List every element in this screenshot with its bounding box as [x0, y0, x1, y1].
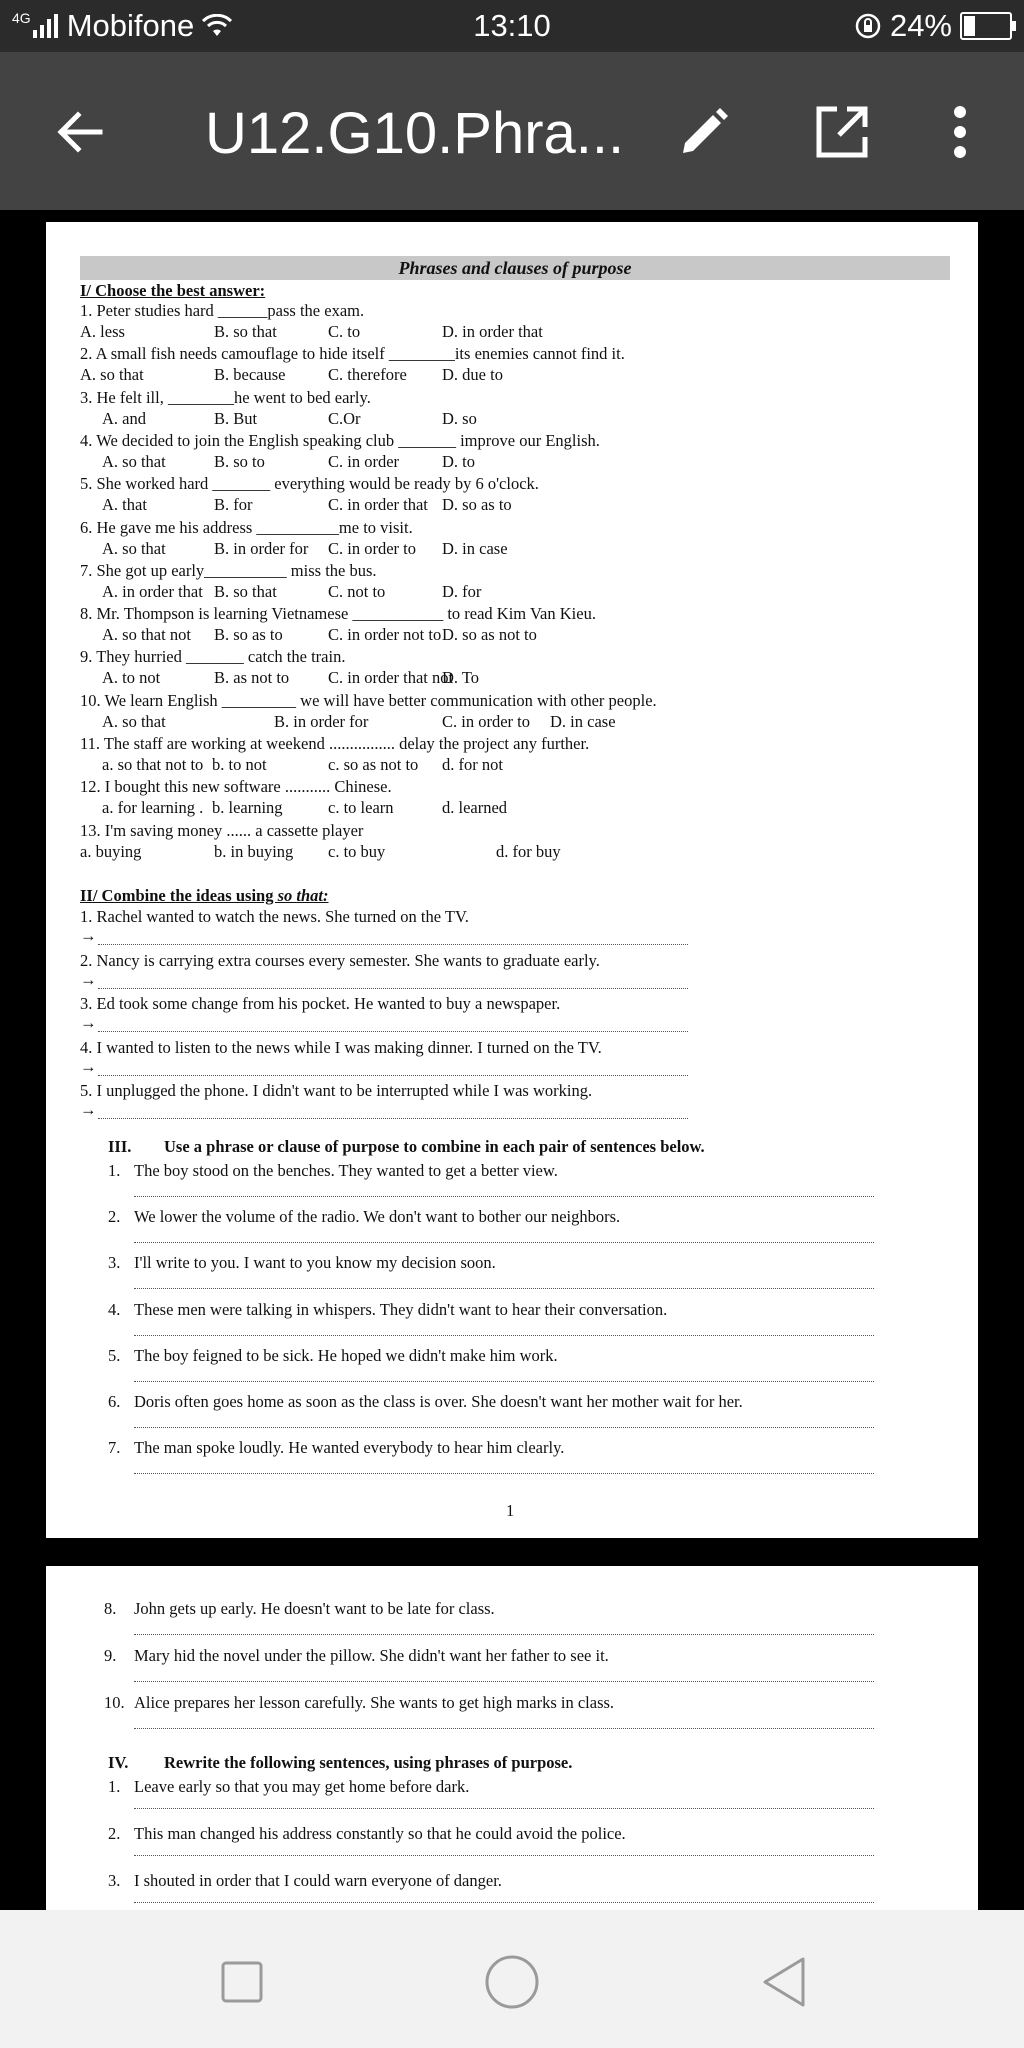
- answer-line[interactable]: [134, 1242, 874, 1243]
- combine-item-text: 2. Nancy is carrying extra courses every semester. She wants to graduate early.: [80, 950, 600, 970]
- answer-option[interactable]: B. so to: [214, 451, 265, 471]
- answer-option[interactable]: D. so as to: [442, 495, 512, 515]
- answer-option[interactable]: A. so that: [102, 538, 166, 558]
- exercise-number: 10.: [104, 1693, 125, 1712]
- recent-apps-square-icon[interactable]: [210, 1950, 274, 2014]
- carrier-name: Mobifone: [66, 8, 195, 43]
- combine-item-text: 3. Ed took some change from his pocket. He wanted to buy a newspaper.: [80, 994, 561, 1013]
- document-page-2: [46, 1566, 978, 1910]
- question-text: 9. They hurried _______ catch the train.: [80, 647, 346, 667]
- home-circle-icon[interactable]: [480, 1950, 544, 2014]
- exercise-text: The boy stood on the benches. They wanted to get a better view.: [134, 1161, 558, 1180]
- answer-option[interactable]: C. in order to: [328, 538, 416, 558]
- open-external-icon[interactable]: [806, 96, 878, 168]
- answer-option[interactable]: d. learned: [442, 798, 508, 818]
- answer-option[interactable]: A. so that: [102, 451, 166, 471]
- exercise-text: Mary hid the novel under the pillow. She didn't want her father to see it.: [134, 1646, 609, 1665]
- page-number: 1: [506, 1501, 515, 1520]
- exercise-text: I shouted in order that I could warn everyone of danger.: [134, 1871, 502, 1890]
- document-viewer[interactable]: [0, 210, 1024, 1910]
- exercise-text: These men were talking in whispers. They didn't want to hear their conversation.: [134, 1299, 668, 1319]
- exercise-number: 7.: [108, 1438, 121, 1458]
- question-text: 5. She worked hard _______ everything would be ready by 6 o'clock.: [80, 474, 539, 494]
- answer-option[interactable]: B. in order for: [214, 538, 309, 558]
- answer-arrow: →: [80, 1013, 97, 1032]
- answer-option[interactable]: A. so that: [102, 711, 166, 731]
- battery-icon: [960, 12, 1012, 40]
- answer-option[interactable]: B. But: [214, 408, 258, 428]
- answer-option[interactable]: a. for learning .: [102, 798, 204, 818]
- question-text: 12. I bought this new software ........... Chinese.: [80, 777, 392, 797]
- exercise-number: 9.: [104, 1646, 117, 1665]
- clock: 13:10: [473, 8, 551, 43]
- answer-line[interactable]: [134, 1728, 874, 1729]
- exercise-text: John gets up early. He doesn't want to be late for class.: [134, 1599, 495, 1618]
- exercise-text: Doris often goes home as soon as the class is over. She doesn't want her mother wait for her.: [134, 1392, 743, 1411]
- answer-line[interactable]: [134, 1902, 874, 1903]
- exercise-number: 1.: [108, 1777, 121, 1796]
- answer-option[interactable]: a. buying: [80, 841, 142, 861]
- exercise-number: 8.: [104, 1599, 117, 1618]
- document-page-1: [46, 222, 978, 1538]
- answer-option[interactable]: B. for: [214, 495, 253, 515]
- section-2-heading: [80, 887, 328, 905]
- exercise-text: We lower the volume of the radio. We don't want to bother our neighbors.: [134, 1207, 621, 1227]
- answer-option[interactable]: A. in order that: [102, 581, 203, 601]
- combine-item-text: 1. Rachel wanted to watch the news. She turned on the TV.: [80, 907, 469, 926]
- answer-option[interactable]: C. in order to: [442, 711, 530, 731]
- exercise-number: 2.: [108, 1824, 121, 1843]
- exercise-number: 1.: [108, 1161, 121, 1180]
- answer-line[interactable]: [134, 1196, 874, 1197]
- answer-option[interactable]: D. so as not to: [442, 625, 537, 645]
- answer-line[interactable]: [134, 1427, 874, 1428]
- answer-line[interactable]: [134, 1634, 874, 1635]
- question-text: 6. He gave me his address __________me to visit.: [80, 517, 413, 537]
- answer-option[interactable]: C.Or: [328, 408, 361, 428]
- answer-option[interactable]: C. in order that not: [328, 668, 454, 688]
- section-4-heading: Rewrite the following sentences, using phrases of purpose.: [164, 1753, 573, 1772]
- exercise-number: 2.: [108, 1207, 121, 1227]
- answer-option[interactable]: D. in case: [442, 538, 508, 558]
- answer-option[interactable]: b. learning: [212, 798, 283, 818]
- question-text: 7. She got up early__________ miss the bus.: [80, 560, 377, 580]
- rotation-lock-icon: [854, 12, 882, 40]
- answer-option[interactable]: B. so that: [214, 322, 277, 341]
- answer-option[interactable]: D. to: [442, 451, 475, 471]
- answer-option[interactable]: A. so that not: [102, 625, 191, 645]
- answer-line[interactable]: [98, 1075, 688, 1076]
- answer-option[interactable]: A. and: [102, 408, 146, 428]
- back-arrow-icon[interactable]: [44, 96, 116, 168]
- section-2-heading-emphasis: so that:: [277, 886, 329, 905]
- section-1-heading: I/ Choose the best answer:: [80, 281, 266, 300]
- section-2-heading-text: II/ Combine the ideas using: [80, 886, 278, 905]
- document-title: U12.G10.Phra...: [205, 101, 625, 166]
- answer-option[interactable]: D. To: [442, 668, 480, 688]
- answer-option[interactable]: A. less: [80, 322, 125, 341]
- edit-pencil-icon[interactable]: [668, 96, 740, 168]
- answer-line[interactable]: [134, 1681, 874, 1682]
- combine-item-text: 5. I unplugged the phone. I didn't want to be interrupted while I was working.: [80, 1081, 593, 1100]
- status-right: [854, 8, 1012, 44]
- answer-arrow: →: [80, 969, 97, 989]
- answer-arrow: →: [80, 1100, 97, 1119]
- more-vert-icon[interactable]: [924, 96, 996, 168]
- answer-line[interactable]: [134, 1288, 874, 1289]
- answer-option[interactable]: A. so that: [80, 365, 144, 385]
- answer-arrow: →: [80, 1056, 97, 1076]
- exercise-text: I'll write to you. I want to you know my decision soon.: [134, 1253, 496, 1273]
- answer-line[interactable]: [98, 988, 688, 989]
- exercise-number: 6.: [108, 1392, 121, 1411]
- answer-option[interactable]: B. so as to: [214, 625, 283, 645]
- section-3-heading: Use a phrase or clause of purpose to combine in each pair of sentences below.: [164, 1137, 705, 1156]
- question-text: 10. We learn English _________ we will have better communication with other people.: [80, 690, 657, 710]
- battery-fill: [964, 16, 975, 36]
- question-text: 11. The staff are working at weekend ................ delay the project any further.: [80, 734, 590, 753]
- answer-option[interactable]: B. as not to: [214, 668, 290, 688]
- exercise-number: 3.: [108, 1871, 121, 1890]
- answer-option[interactable]: A. that: [102, 495, 147, 515]
- battery-percent: 24%: [889, 8, 952, 43]
- answer-option[interactable]: d. for buy: [496, 841, 561, 861]
- question-text: 2. A small fish needs camouflage to hide itself ________its enemies cannot find it.: [80, 344, 625, 364]
- answer-option[interactable]: A. to not: [102, 668, 161, 688]
- question-text: 1. Peter studies hard ______pass the exam.: [80, 301, 365, 320]
- answer-option[interactable]: D. so: [442, 408, 477, 428]
- answer-option[interactable]: D. for: [442, 581, 482, 601]
- answer-line[interactable]: [134, 1381, 874, 1382]
- answer-option[interactable]: D. in order that: [442, 322, 543, 341]
- answer-line[interactable]: [134, 1855, 874, 1856]
- exercise-text: The boy feigned to be sick. He hoped we didn't make him work.: [134, 1345, 558, 1365]
- answer-line[interactable]: [134, 1473, 874, 1474]
- answer-line[interactable]: [134, 1335, 874, 1336]
- answer-option[interactable]: C. in order that: [328, 495, 428, 515]
- section-4-number: IV.: [108, 1753, 129, 1772]
- back-triangle-icon[interactable]: [752, 1950, 816, 2014]
- status-bar: [0, 0, 1024, 52]
- answer-option[interactable]: a. so that not to: [102, 755, 204, 774]
- exercise-text: Alice prepares her lesson carefully. She wants to get high marks in class.: [134, 1693, 615, 1712]
- exercise-text: This man changed his address constantly so that he could avoid the police.: [134, 1824, 626, 1843]
- question-text: 8. Mr. Thompson is learning Vietnamese ___________ to read Kim Van Kieu.: [80, 604, 596, 624]
- answer-option[interactable]: C. therefore: [328, 365, 407, 385]
- question-text: 13. I'm saving money ...... a cassette player: [80, 820, 364, 840]
- exercise-text: Leave early so that you may get home before dark.: [134, 1777, 470, 1796]
- section-3-number: III.: [108, 1137, 132, 1156]
- answer-line[interactable]: [134, 1808, 874, 1809]
- answer-option[interactable]: B. because: [214, 365, 286, 385]
- answer-option[interactable]: d. for not: [442, 755, 503, 774]
- exercise-number: 5.: [108, 1345, 121, 1365]
- answer-line[interactable]: [98, 944, 688, 945]
- app-bar: [0, 52, 1024, 210]
- exercise-number: 4.: [108, 1299, 121, 1319]
- question-text: 4. We decided to join the English speaking club _______ improve our English.: [80, 430, 600, 450]
- answer-option[interactable]: C. not to: [328, 581, 386, 601]
- answer-option[interactable]: C. in order: [328, 451, 400, 471]
- answer-line[interactable]: [98, 1118, 688, 1119]
- answer-line[interactable]: [98, 1031, 688, 1032]
- system-nav-bar: [0, 1910, 1024, 2048]
- exercise-number: 3.: [108, 1253, 121, 1273]
- answer-option[interactable]: c. to buy: [328, 841, 386, 861]
- answer-option[interactable]: D. in case: [550, 711, 616, 731]
- answer-option[interactable]: b. in buying: [214, 841, 294, 861]
- document-heading: Phrases and clauses of purpose: [80, 256, 950, 280]
- answer-option[interactable]: D. due to: [442, 365, 503, 385]
- answer-option[interactable]: c. so as not to: [328, 755, 419, 774]
- answer-option[interactable]: B. in order for: [274, 711, 369, 731]
- exercise-text: The man spoke loudly. He wanted everybody to hear him clearly.: [134, 1438, 565, 1458]
- answer-option[interactable]: b. to not: [212, 755, 267, 774]
- answer-option[interactable]: C. to: [328, 322, 361, 341]
- answer-arrow: →: [80, 926, 97, 945]
- answer-option[interactable]: B. so that: [214, 581, 277, 601]
- question-text: 3. He felt ill, ________he went to bed early.: [80, 387, 371, 407]
- answer-option[interactable]: c. to learn: [328, 798, 394, 818]
- network-type: 4G: [12, 10, 31, 26]
- combine-item-text: 4. I wanted to listen to the news while I was making dinner. I turned on the TV.: [80, 1037, 602, 1057]
- answer-option[interactable]: C. in order not to: [328, 625, 442, 645]
